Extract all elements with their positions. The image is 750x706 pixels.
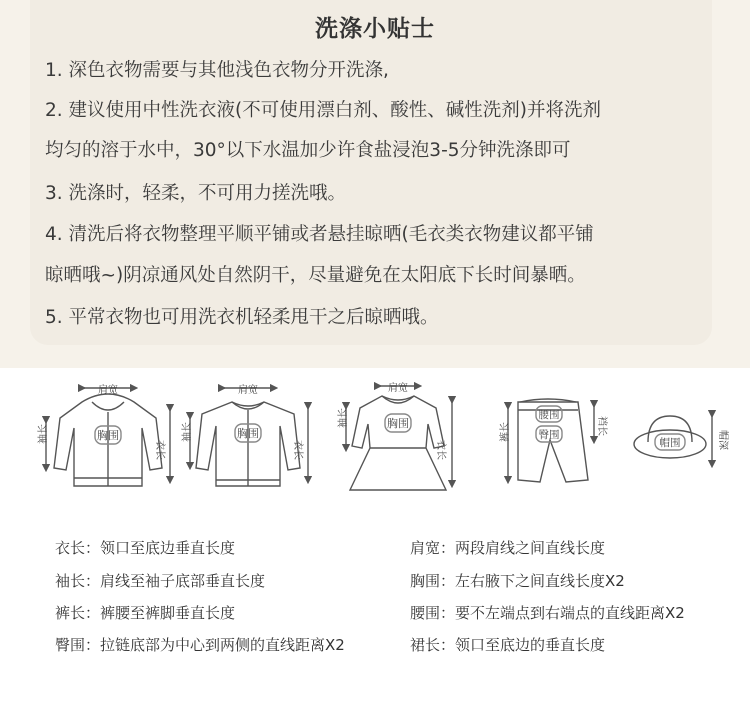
definition-term: 肩宽： (410, 539, 456, 557)
jacket-length-label: 衣长 (154, 440, 165, 460)
definition-term: 腰围： (410, 604, 456, 622)
measurement-diagrams (0, 368, 750, 498)
definition-item (410, 602, 685, 623)
tip-line: 5. 平常衣物也可用洗衣机轻柔甩干之后晾晒哦。 (45, 307, 439, 328)
definition-item (55, 537, 235, 558)
dress-sleeve-label: 袖长 (338, 408, 349, 428)
sweater-sleeve-label: 袖长 (182, 422, 193, 442)
pants-rise-label: 裆长 (596, 416, 607, 436)
definition-desc: 肩线至袖子底部垂直长度 (100, 572, 266, 590)
pants-waist-label: 腰围 (538, 409, 560, 421)
definition-item (410, 570, 625, 591)
definition-desc: 左右腋下之间直线长度X2 (455, 572, 625, 590)
definition-item (55, 602, 235, 623)
pants-figure (498, 399, 609, 482)
tip-line: 3. 洗涤时，轻柔，不可用力搓洗哦。 (45, 183, 347, 204)
definition-term: 衣长： (55, 539, 101, 557)
definition-term: 裙长： (410, 636, 456, 654)
jacket-figure (36, 383, 170, 486)
definition-desc: 两段肩线之间直线长度 (455, 539, 606, 557)
jacket-shoulder-label: 肩宽 (98, 385, 118, 396)
tip-line: 均匀的溶于水中，30°以下水温加少许食盐浸泡3-5分钟洗涤即可 (45, 140, 571, 161)
dress-length-label: 衣长 (435, 440, 446, 460)
hat-circumference-label: 帽围 (659, 437, 681, 449)
jacket-chest-label: 胸围 (97, 429, 119, 442)
washing-tips-card (30, 0, 712, 345)
tip-line: 2. 建议使用中性洗衣液(不可使用漂白剂、酸性、碱性洗剂)并将洗剂 (45, 100, 601, 121)
sweater-chest-label: 胸围 (237, 427, 259, 440)
definition-desc: 领口至底边的垂直长度 (455, 636, 606, 654)
definition-item (410, 537, 605, 558)
definition-item (55, 570, 265, 591)
definition-term: 裤长： (55, 604, 101, 622)
tip-line: 晾晒哦~)阴凉通风处自然阴干，尽量避免在太阳底下长时间暴晒。 (45, 265, 586, 286)
pants-hip-label: 臀围 (538, 429, 560, 441)
definition-item (410, 634, 605, 655)
sweater-figure (180, 383, 308, 486)
garment-figures (0, 368, 750, 498)
tips-title: 洗涤小贴士 (315, 16, 435, 42)
sweater-shoulder-label: 肩宽 (238, 385, 258, 396)
definition-desc: 裤腰至裤脚垂直长度 (100, 604, 236, 622)
sweater-length-label: 衣长 (292, 440, 303, 460)
pants-length-label: 裤长 (500, 422, 511, 442)
definition-item (55, 634, 345, 655)
definition-term: 胸围： (410, 572, 456, 590)
definition-term: 袖长： (55, 572, 101, 590)
jacket-sleeve-label: 袖长 (38, 424, 49, 444)
dress-chest-label: 胸围 (387, 417, 409, 430)
tip-line: 1. 深色衣物需要与其他浅色衣物分开洗涤, (45, 60, 389, 81)
definition-desc: 要不左端点到右端点的直线距离X2 (455, 604, 685, 622)
hat-figure (634, 414, 730, 464)
tip-line: 4. 清洗后将衣物整理平顺平铺或者悬挂晾晒(毛衣类衣物建议都平铺 (45, 224, 594, 245)
hat-depth-label: 帽深 (717, 430, 728, 450)
definition-term: 臀围： (55, 636, 101, 654)
definition-desc: 领口至底边垂直长度 (100, 539, 236, 557)
definition-desc: 拉链底部为中心到两侧的直线距离X2 (100, 636, 345, 654)
dress-figure (336, 381, 452, 490)
dress-shoulder-label: 肩宽 (388, 383, 408, 394)
